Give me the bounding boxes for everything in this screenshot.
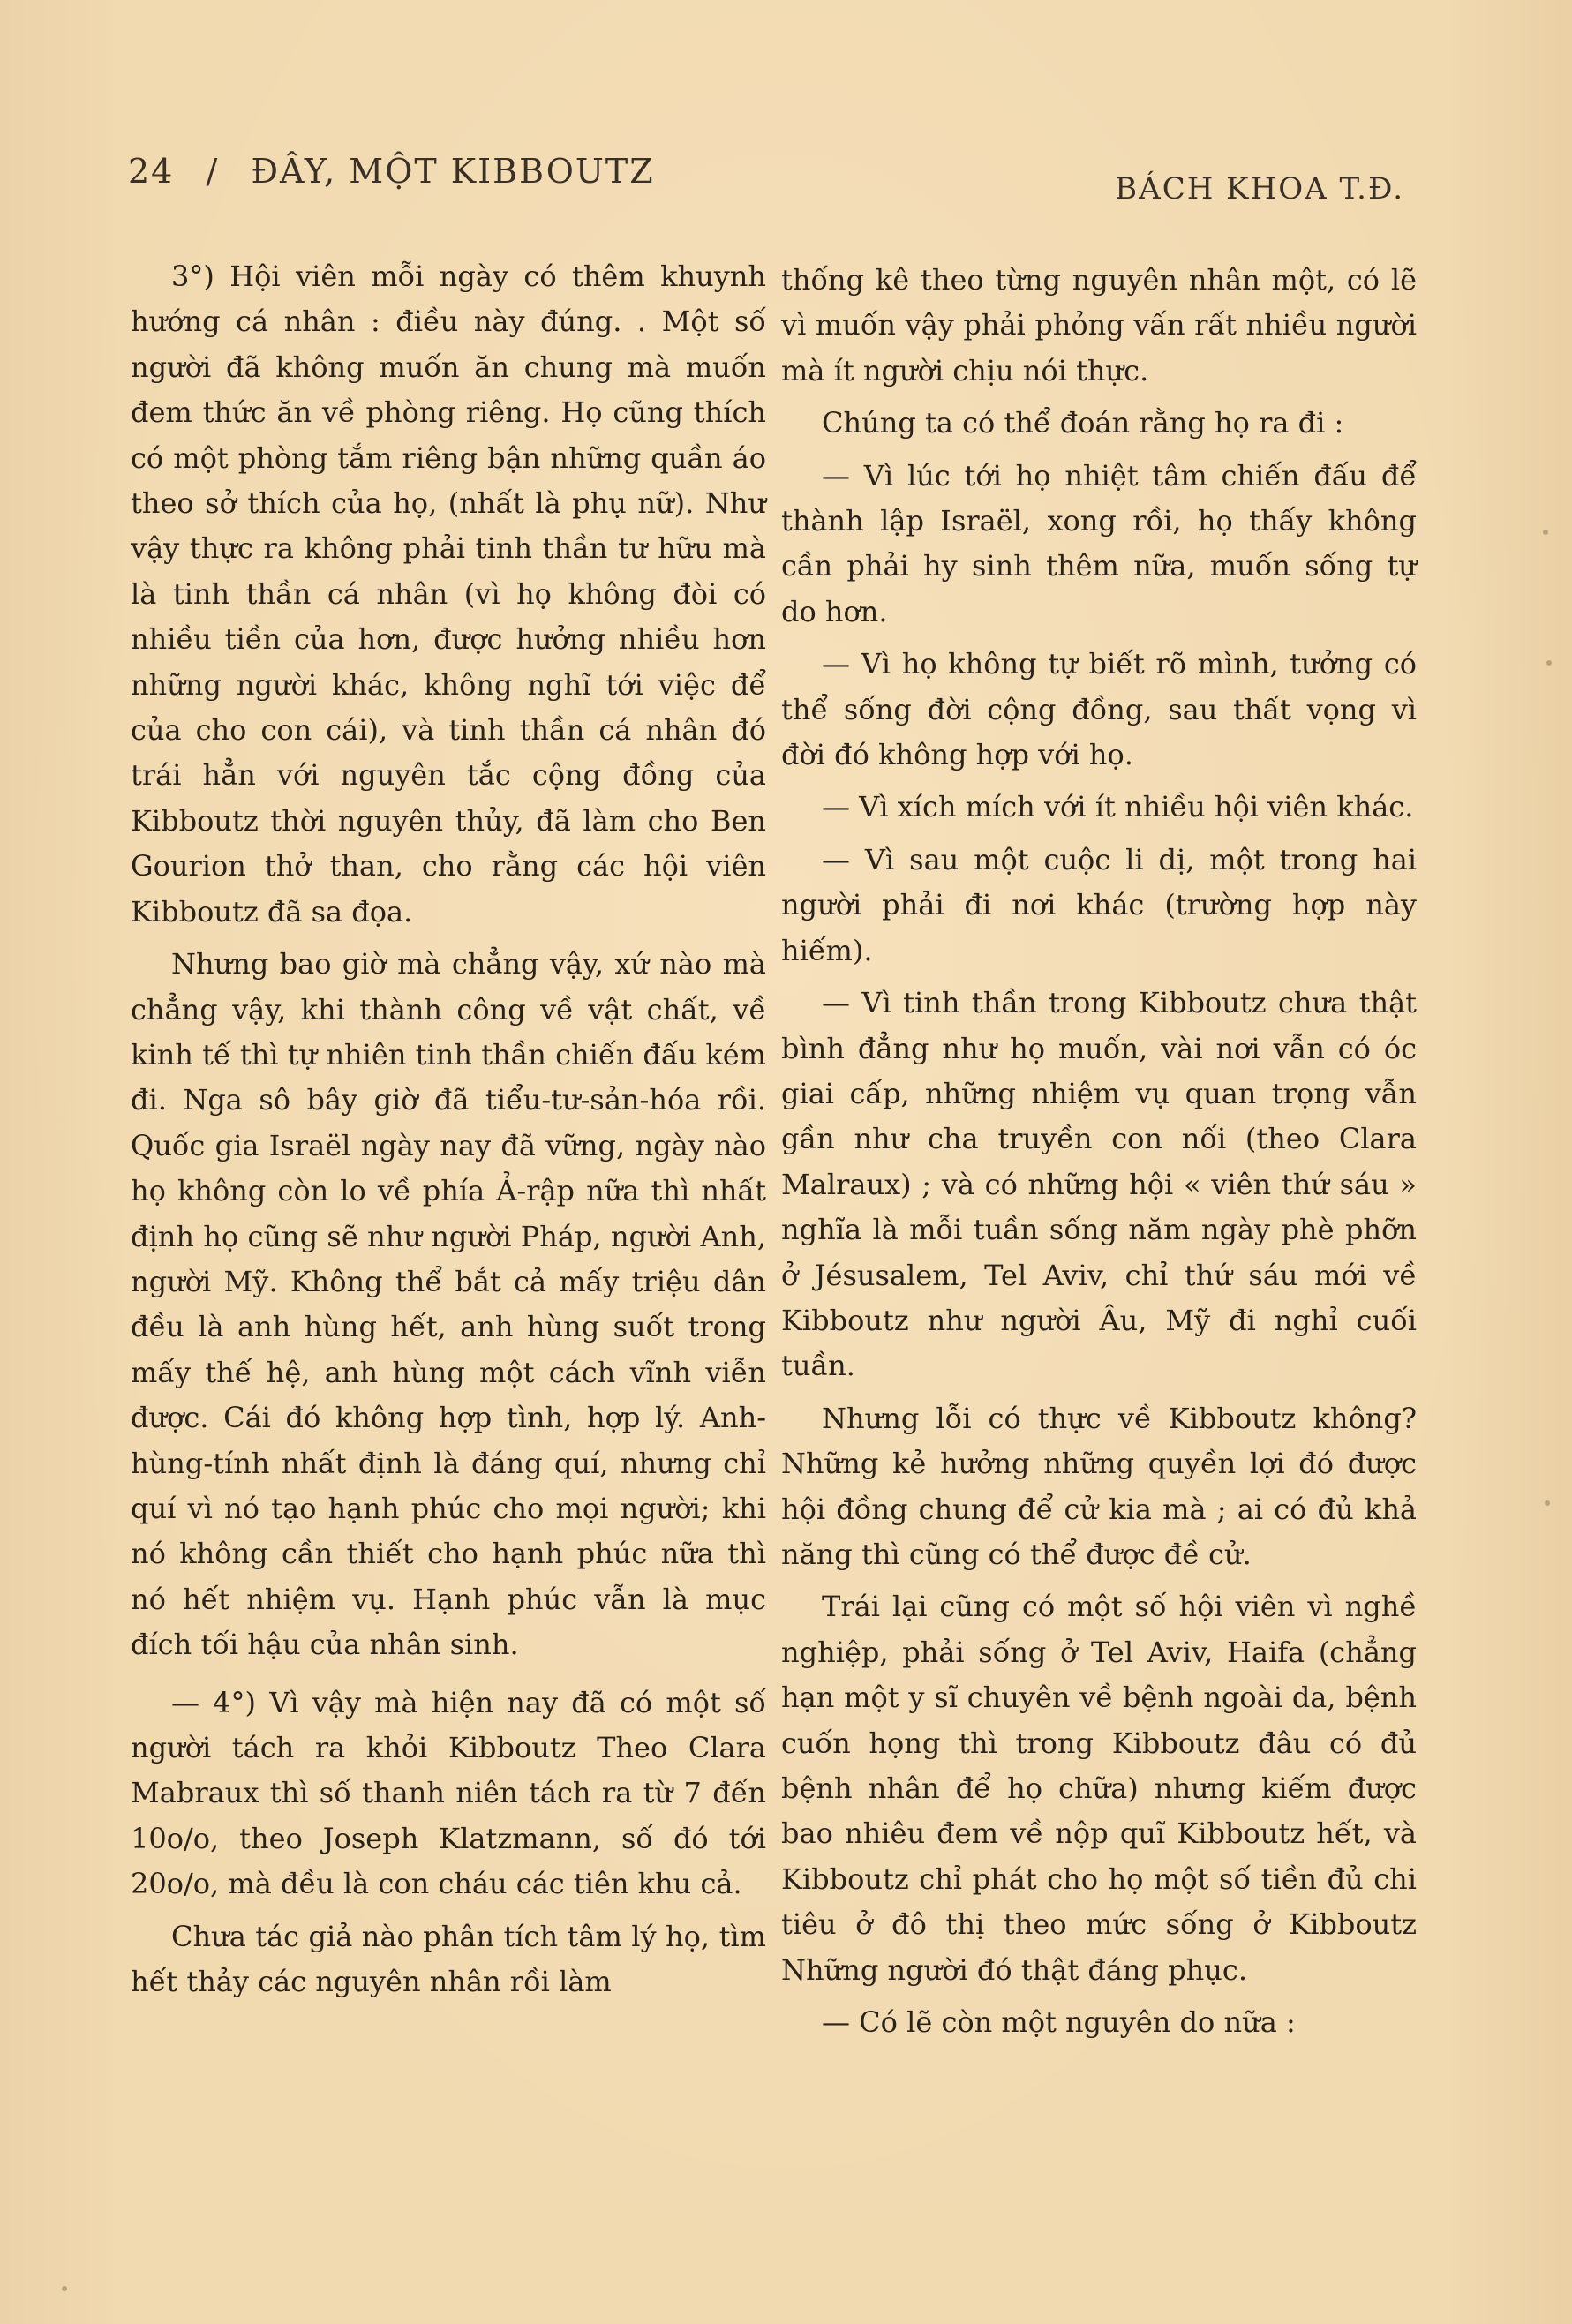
paper-speck [1543,530,1548,535]
paragraph: — Có lẽ còn một nguyên do nữa : [822,2005,1296,2040]
paragraph: — Vì lúc tới họ nhiệt tâm chiến đấu để thành lập Israël, xong rồi, họ thấy không cần phải hy sinh thêm nữa, muốn sống tự do hơn. [781,458,1417,628]
paragraph: Chưa tác giả nào phân tích tâm lý họ, tìm hết thảy các nguyên nhân rồi làm [131,1919,766,1999]
header-separator: / [206,152,220,191]
paragraph: — Vì sau một cuộc li dị, một trong hai người phải đi nơi khác (trường hợp này hiếm). [781,842,1417,967]
paragraph: — Vì xích mích với ít nhiều hội viên khác. [822,790,1414,824]
section-title: ĐÂY, MỘT KIBBOUTZ [251,152,655,191]
page-number: 24 [128,152,175,191]
page-header [128,152,1404,214]
publication-name: BÁCH KHOA T.Đ. [1115,171,1404,207]
paper-speck [62,2286,67,2291]
running-head-left [128,152,655,191]
left-column [131,254,766,2004]
paper-speck [1546,660,1552,666]
paper-speck [1545,1500,1550,1506]
paragraph: Trái lại cũng có một số hội viên vì nghề nghiệp, phải sống ở Tel Aviv, Haifa (chẳng hạn một y sĩ chuyên về bệnh ngoài da, bệnh cuốn họng thì trong Kibboutz đâu có đủ bệnh nhân để họ chữa) nhưng kiếm được bao nhiêu đem về nộp quĩ Kibboutz hết, và Kibboutz chỉ phát cho họ một số tiền đủ chi tiêu ở đô thị theo mức sống ở Kibboutz Những người đó thật đáng phục. [781,1590,1417,1987]
right-column [781,258,1417,2045]
paragraph: Chúng ta có thể đoán rằng họ ra đi : [822,406,1344,440]
paragraph: Nhưng lỗi có thực về Kibboutz không? Những kẻ hưởng những quyền lợi đó được hội đồng chung để cử kia mà ; ai có đủ khả năng thì cũng có thể được đề cử. [781,1401,1417,1571]
paragraph: — Vì tinh thần trong Kibboutz chưa thật bình đẳng như họ muốn, vài nơi vẫn có óc giai cấp, những nhiệm vụ quan trọng vẫn gần như cha truyền con nối (theo Clara Malraux) ; và có những hội « viên thứ sáu » nghĩa là mỗi tuần sống năm ngày phè phỡn ở Jésusalem, Tel Aviv, chỉ thứ sáu mới về Kibboutz như người Âu, Mỹ đi nghỉ cuối tuần. [781,986,1417,1383]
paragraph: Nhưng bao giờ mà chẳng vậy, xứ nào mà chẳng vậy, khi thành công về vật chất, về kinh tế thì tự nhiên tinh thần chiến đấu kém đi. Nga sô bây giờ đã tiểu-tư-sản-hóa rồi. Quốc gia Israël ngày nay đã vững, ngày nào họ không còn lo về phía Ả-rập nữa thì nhất định họ cũng sẽ như người Pháp, người Anh, người Mỹ. Không thể bắt cả mấy triệu dân đều là anh hùng hết, anh hùng suốt trong mấy thế hệ, anh hùng một cách vĩnh viễn được. Cái đó không hợp tình, hợp lý. Anh-hùng-tính nhất định là đáng quí, nhưng chỉ quí vì nó tạo hạnh phúc cho mọi người; khi nó không cần thiết cho hạnh phúc nữa thì nó hết nhiệm vụ. Hạnh phúc vẫn là mục đích tối hậu của nhân sinh. [131,947,766,1662]
paragraph: — Vì họ không tự biết rõ mình, tưởng có thể sống đời cộng đồng, sau thất vọng vì đời đó không hợp với họ. [781,647,1417,772]
paragraph: 3°) Hội viên mỗi ngày có thêm khuynh hướng cá nhân : điều này đúng. . Một số người đã không muốn ăn chung mà muốn đem thức ăn về phòng riêng. Họ cũng thích có một phòng tắm riêng bận những quần áo theo sở thích của họ, (nhất là phụ nữ). Như vậy thực ra không phải tinh thần tư hữu mà là tinh thần cá nhân (vì họ không đòi có nhiều tiền của hơn, được hưởng nhiều hơn những người khác, không nghĩ tới việc để của cho con cái), và tinh thần cá nhân đó trái hẳn với nguyên tắc cộng đồng của Kibboutz thời nguyên thủy, đã làm cho Ben Gourion thở than, cho rằng các hội viên Kibboutz đã sa đọa. [131,259,766,929]
paragraph: — 4°) Vì vậy mà hiện nay đã có một số người tách ra khỏi Kibboutz Theo Clara Mabraux thì số thanh niên tách ra từ 7 đến 10o/o, theo Joseph Klatzmann, số đó tới 20o/o, mà đều là con cháu các tiên khu cả. [131,1685,766,1901]
paragraph: thống kê theo từng nguyên nhân một, có lẽ vì muốn vậy phải phỏng vấn rất nhiều người mà ít người chịu nói thực. [781,263,1417,387]
